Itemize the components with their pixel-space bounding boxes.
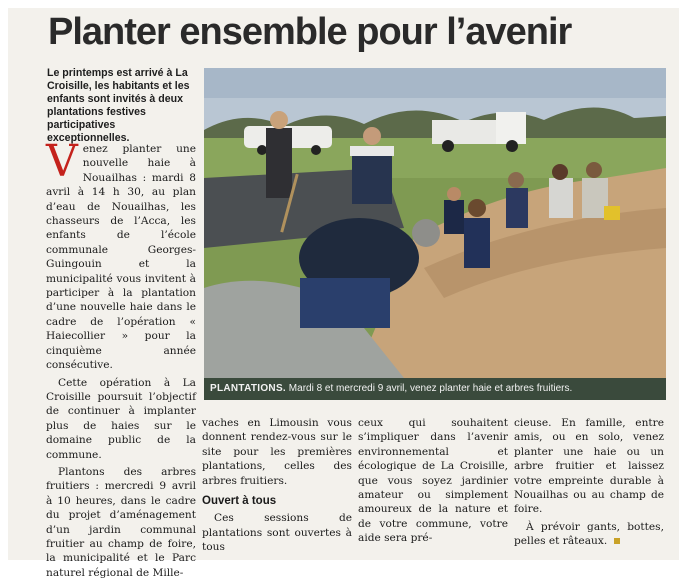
caption-label: PLANTATIONS.: [210, 383, 287, 394]
paragraph: cieuse. En famille, entre amis, ou en solo, venez planter une haie ou un arbre fruitier et laissez votre empreinte durable à Nouailhas ou au champ de foire.: [514, 417, 664, 516]
page-margin: [0, 0, 8, 560]
paragraph: ceux qui souhaitent s’impliquer dans l’avenir environnemental et écologique de La Croisille, que vous soyez jardinier amateur ou simplement amoureux de la nature et de votre commune, votre aide sera pré-: [358, 417, 508, 545]
paragraph: vaches en Limousin vous donnent rendez-vous sur le site pour les premières plantations, celles des arbres fruitiers.: [202, 417, 352, 487]
column-2: [202, 416, 352, 558]
column-1: [46, 136, 196, 583]
paragraph: Plantons des arbres fruitiers : mercredi 9 avril à 10 heures, dans le cadre du projet d’aménagement d’un jardin communal fruitier au champ de foire, la municipalité et le Parc naturel régional de Mille-: [46, 465, 196, 579]
article-lead: Le printemps est arrivé à La Croisille, les habitants et les enfants sont invités à deux plantations festives participatives exceptionnelles.: [47, 67, 190, 144]
photo-illustration: [204, 68, 666, 378]
paragraph: Cette opération à La Croisille poursuit l’objectif de continuer à implanter plus de haies sur le domaine public de la commune.: [46, 376, 196, 461]
article-photo: [204, 68, 666, 378]
column-4: [514, 416, 664, 552]
dropcap: V: [46, 136, 78, 187]
caption-text: Mardi 8 et mercredi 9 avril, venez planter haie et arbres fruitiers.: [288, 383, 573, 394]
photo-caption: [204, 378, 666, 400]
subheading: Ouvert à tous: [202, 495, 277, 508]
end-mark: [614, 538, 620, 544]
article-headline: Planter ensemble pour l’avenir: [48, 11, 572, 53]
paragraph: À prévoir gants, bottes, pelles et râteaux.: [514, 520, 664, 548]
paragraph: enez planter une nouvelle haie à Nouailhas : mardi 8 avril à 14 h 30, au plan d’eau de Nouailhas, les chasseurs de l’Acca, les enfants de l’école communale Georges-Guingouin et la municipalité vous invitent à participer à la plantation d’une nouvelle haie dans le cadre de l’opération « Haiecollier » pour la cinquième année consécutive.: [46, 143, 196, 372]
column-3: [358, 416, 508, 549]
paragraph: Ces sessions de plantations sont ouvertes à tous: [202, 512, 352, 554]
